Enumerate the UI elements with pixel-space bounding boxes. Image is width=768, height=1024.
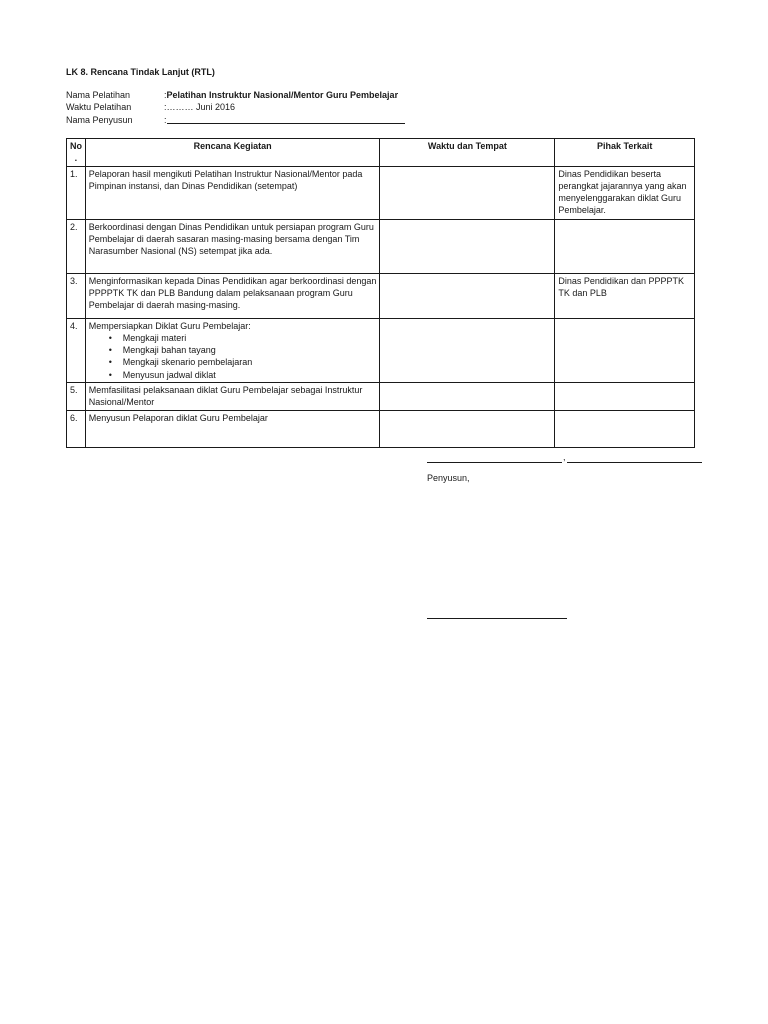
place-blank-line[interactable] [427,456,562,463]
kegiatan-subitem-list [89,332,377,381]
row-number: 3. [67,273,86,318]
row-pihak-terkait[interactable] [555,318,695,382]
waktu-pelatihan-value: ……… Juni 2016 [166,102,236,113]
meta-info [66,89,405,126]
waktu-pelatihan-label: Waktu Pelatihan [66,102,132,113]
meta-separator: : [164,102,167,113]
date-blank-line[interactable] [567,456,702,463]
row-kegiatan: Berkoordinasi dengan Dinas Pendidikan untuk persiapan program Guru Pembelajar di daerah sasaran masing-masing bersama dengan Tim Narasumber Nasional (NS) setempat jika ada. [85,219,380,273]
row-kegiatan: Memfasilitasi pelaksanaan diklat Guru Pembelajar sebagai Instruktur Nasional/Mentor [85,383,380,411]
row-waktu-tempat[interactable] [380,318,555,382]
row-kegiatan: Menginformasikan kepada Dinas Pendidikan agar berkoordinasi dengan PPPPTK TK dan PLB Bandung dalam pelaksanaan program Guru Pembelajar di daerah masing-masing. [85,273,380,318]
row-waktu-tempat[interactable] [380,383,555,411]
list-item: • Mengkaji materi [123,332,377,344]
meta-row-nama-penyusun [66,114,405,126]
header-rencana-kegiatan: Rencana Kegiatan [85,139,380,167]
list-item: • Menyusun jadwal diklat [123,369,377,381]
place-date-line [427,451,702,463]
meta-row-waktu-pelatihan [66,101,405,113]
meta-row-nama-pelatihan [66,89,405,101]
row-number: 4. [67,318,86,382]
row-number: 5. [67,383,86,411]
nama-pelatihan-label: Nama Pelatihan [66,90,131,100]
row-pihak-terkait[interactable] [555,410,695,447]
nama-pelatihan-value: Pelatihan Instruktur Nasional/Mentor Guru Pembelajar [166,90,399,100]
signature-blank-line[interactable] [427,612,567,619]
row-waktu-tempat[interactable] [380,410,555,447]
row-number: 6. [67,410,86,447]
table-row [67,410,695,447]
row-kegiatan-text: Mempersiapkan Diklat Guru Pembelajar: [88,320,251,331]
row-waktu-tempat[interactable] [380,219,555,273]
rtl-table [66,138,695,448]
header-pihak-terkait: Pihak Terkait [555,139,695,167]
row-kegiatan: Menyusun Pelaporan diklat Guru Pembelajar [85,410,380,447]
row-waktu-tempat[interactable] [380,273,555,318]
penyusun-label: Penyusun, [427,473,470,483]
table-row [67,318,695,382]
row-kegiatan: Pelaporan hasil mengikuti Pelatihan Instruktur Nasional/Mentor pada Pimpinan instansi, dan Dinas Pendidikan (setempat) [85,166,380,219]
row-pihak-terkait: Dinas Pendidikan dan PPPPTK TK dan PLB [555,273,695,318]
table-row [67,383,695,411]
nama-penyusun-label: Nama Penyusun [66,114,133,125]
table-row [67,166,695,219]
row-pihak-terkait[interactable] [555,219,695,273]
table-header-row [67,139,695,167]
row-pihak-terkait[interactable] [555,383,695,411]
row-number: 1. [67,166,86,219]
nama-penyusun-blank-line[interactable] [167,114,405,124]
meta-separator: : [164,114,167,125]
header-waktu-tempat: Waktu dan Tempat [380,139,555,167]
list-item: • Mengkaji skenario pembelajaran [123,356,377,368]
table-row [67,219,695,273]
place-date-comma: , [563,452,566,462]
meta-separator: : [164,90,167,100]
table-row [67,273,695,318]
row-waktu-tempat[interactable] [380,166,555,219]
header-no: No . [67,139,86,167]
row-kegiatan [85,318,380,382]
row-pihak-terkait: Dinas Pendidikan beserta perangkat jajarannya yang akan menyelenggarakan diklat Guru Pembelajar. [555,166,695,219]
row-number: 2. [67,219,86,273]
document-title: LK 8. Rencana Tindak Lanjut (RTL) [66,67,215,77]
list-item: • Mengkaji bahan tayang [123,344,377,356]
